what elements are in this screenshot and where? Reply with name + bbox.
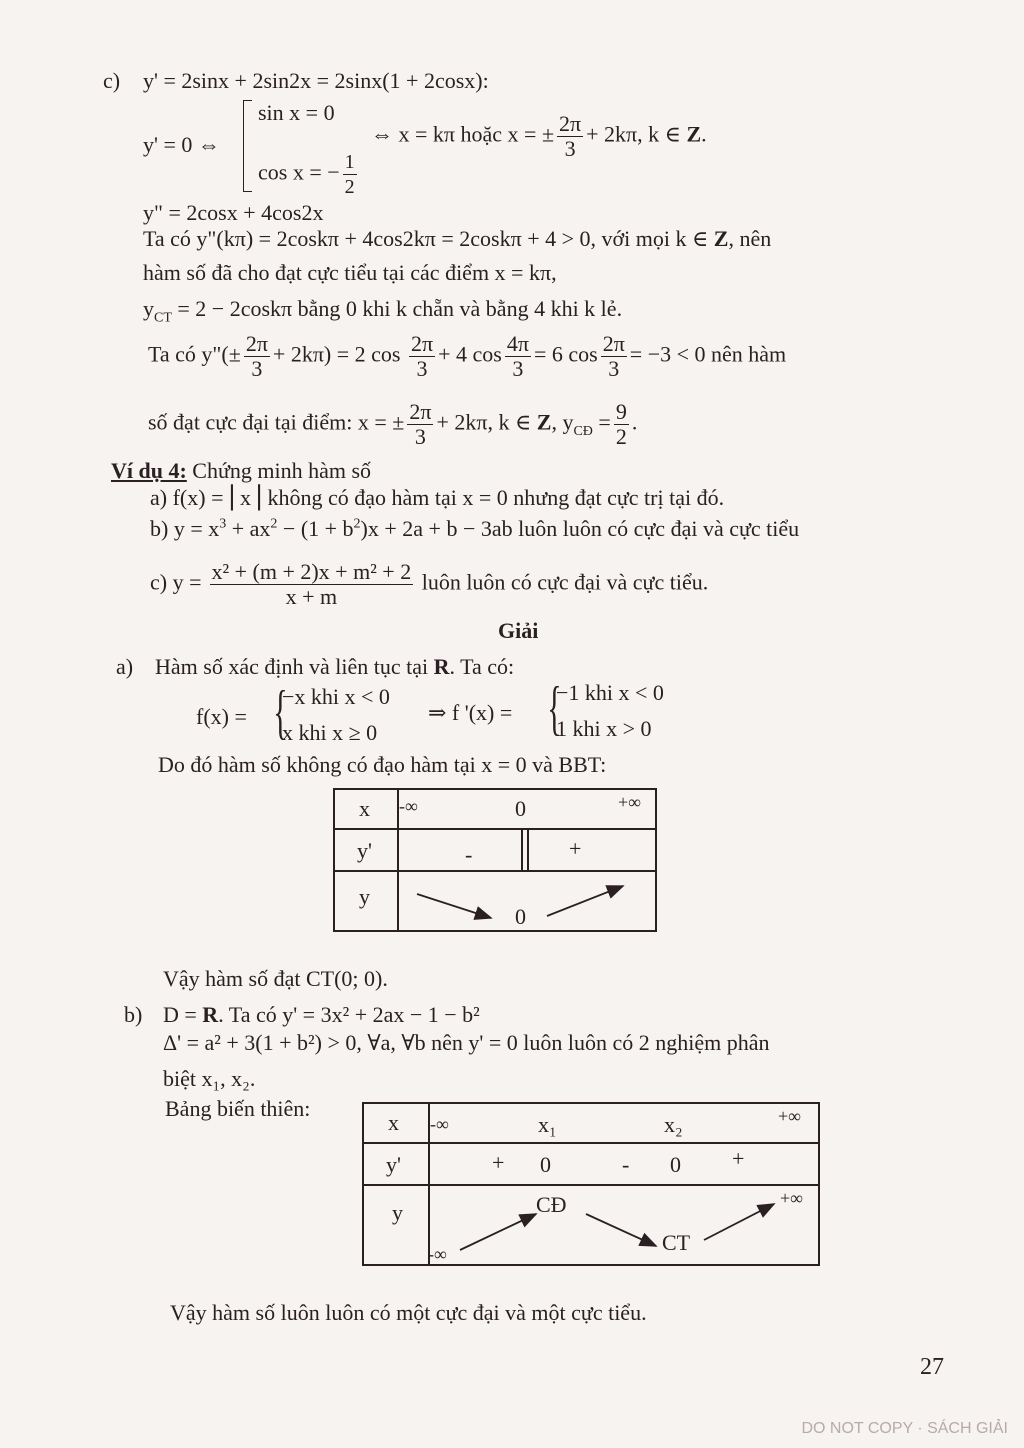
solution-a-conclusion: Vậy hàm số đạt CT(0; 0). [163,966,388,991]
part-c-y0: y' = 0 ⇔ [143,132,220,157]
solution-b-line3: biệt x₁, x₂. [163,1066,256,1091]
example-4-heading: Ví dụ 4: Chứng minh hàm số [111,458,372,483]
table-2-zero-2: 0 [670,1152,681,1177]
system-line-2: cos x = − $\frac{1}{2}$ [258,151,355,198]
variation-table-1 [333,788,657,932]
table-1-y-min: 0 [515,904,526,929]
solution-b-conclusion: Vậy hàm số luôn luôn có một cực đại và một cực tiểu. [170,1300,647,1325]
table-2-minus: - [622,1152,630,1177]
table-2-plus-1: + [492,1150,505,1175]
table-2-plus-2: + [732,1146,745,1171]
table-1-up-arrow [547,886,623,916]
min-check-line: Ta có y"(kπ) = 2coskπ + 4cos2kπ = 2coskπ + 4 > 0, với mọi k ∈ Z, nên [143,226,772,251]
table-1-y-label: y [359,884,370,909]
variation-table-2 [362,1102,820,1266]
table-2-y-minus-inf: -∞ [428,1244,447,1264]
table-1-plus-inf: +∞ [618,792,641,812]
table-1-yp-label: y' [357,838,372,863]
table-1-down-arrow [417,894,491,918]
table-1-minus-sign: - [465,842,473,867]
system-line-1: sin x = 0 [258,100,335,125]
example-4-a: a) f(x) = ⎜x⎟ không có đạo hàm tại x = 0 nhưng đạt cực trị tại đó. [150,485,725,510]
table-2-plus-inf: +∞ [778,1106,801,1126]
table-2-max-label: CĐ [536,1192,567,1217]
table-2-up-arrow-1 [460,1214,536,1250]
fprime-case-1: −1 khi x < 0 [556,680,664,705]
watermark-logo: DO NOT COPY · SÁCH GIẢI [801,1420,1008,1437]
table-2-min-label: CT [662,1230,691,1255]
solution-a-line3: Do đó hàm số không có đạo hàm tại x = 0 và BBT: [158,752,607,777]
min-conclusion-line: hàm số đã cho đạt cực tiểu tại các điểm x = kπ, [143,260,557,285]
table-2-caption: Bảng biến thiên: [165,1096,311,1121]
solution-line: ⇔ x = kπ hoặc x = ± $\frac{2\pi}{3}$ + 2kπ, k ∈ Z. [371,111,707,161]
table-2-zero-1: 0 [540,1152,551,1177]
table-2-x-label: x [388,1110,399,1135]
second-derivative: y" = 2cosx + 4cos2x [143,200,324,225]
fx-brace: { [273,679,288,745]
table-2-minus-inf: -∞ [430,1114,449,1134]
table-1-x-label: x [359,796,370,821]
solution-b-label: b) [124,1002,143,1027]
solution-a-line1: Hàm số xác định và liên tục tại R. Ta có: [155,654,515,679]
example-4-b: b) $y = x^3 + ax^2 - (1 + b^2)x + 2a + b - 3ab$ luôn luôn có cực đại và cực tiểu [150,516,800,541]
solution-b-line2: Δ' = a² + 3(1 + b²) > 0, ∀a, ∀b nên y' = 0 luôn luôn có 2 nghiệm phân [163,1030,770,1055]
example-4-c: c) y = $\frac{\text{x² + (m + 2)x + m² + 2}}{x + m}$ luôn luôn có cực đại và cực tiểu. [150,559,709,609]
table-1-arrows [335,790,655,930]
system-bracket [243,100,252,192]
table-1-minus-inf: -∞ [399,796,418,816]
solution-a-label: a) [116,654,134,679]
min-value-line: $y_{CT} = 2 - 2\cos k\pi$ bằng 0 khi k chẵn và bằng 4 khi k lẻ. [143,296,623,326]
table-2-x2: x₂ [664,1112,683,1137]
table-2-y-plus-inf: +∞ [780,1188,803,1208]
table-1-plus-sign: + [569,836,582,861]
table-2-up-arrow-2 [704,1204,774,1240]
solution-b-line1: D = R. Ta có y' = 3x² + 2ax − 1 − b² [163,1002,480,1027]
max-conclusion-line: số đạt cực đại tại điểm: x = ± $\frac{2\pi}{3}$ + 2kπ, k ∈ Z, $y_{CĐ}$ = $\frac{9}{2}$ . [148,399,638,449]
part-c-derivative: y' = 2sinx + 2sin2x = 2sinx(1 + 2cosx): [143,68,489,93]
fx-case-1: −x khi x < 0 [282,684,390,709]
page-number: 27 [920,1354,944,1380]
fprime-label: ⇒ f '(x) = [428,700,513,725]
table-2-yp-label: y' [386,1152,401,1177]
max-check-line: Ta có y"(± $\frac{2\pi}{3}$ + 2kπ) = 2 cos $\frac{2\pi}{3}$ + 4 cos $\frac{4\pi}{3}$ = 6 cos $\frac{2\pi}{3}$ = −3 < 0 nên hàm [148,331,787,381]
table-2-arrows [364,1104,818,1264]
fprime-case-2: 1 khi x > 0 [556,716,652,741]
table-1-zero: 0 [515,796,526,821]
fx-case-2: x khi x ≥ 0 [282,720,378,745]
fx-label: f(x) = [196,704,247,729]
fprime-brace: { [547,675,562,741]
solution-heading: Giải [498,618,539,643]
table-2-down-arrow [586,1214,656,1246]
part-c-label: c) [103,68,121,93]
table-2-y-label: y [392,1200,403,1225]
table-2-x1: x₁ [538,1112,557,1137]
